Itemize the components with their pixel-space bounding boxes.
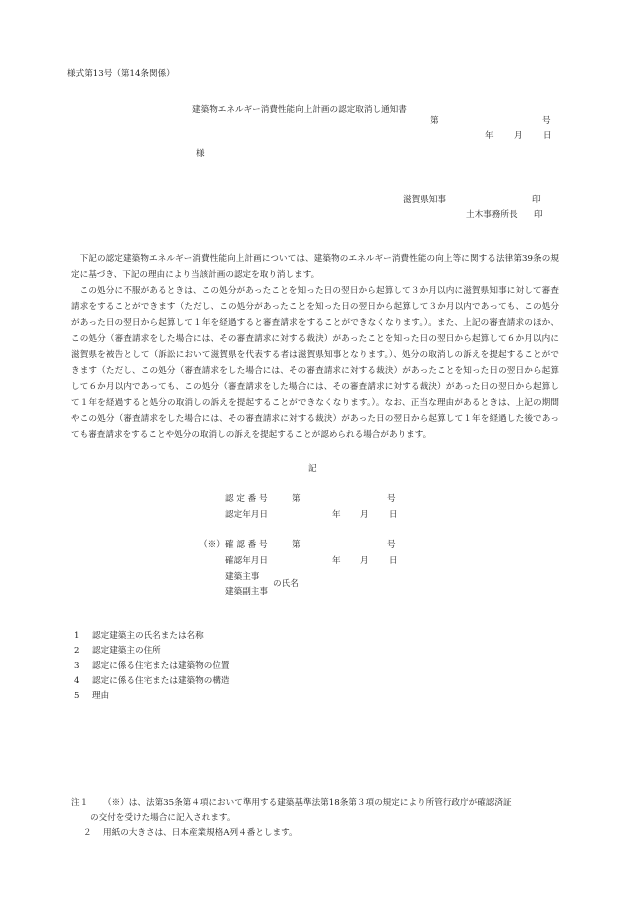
item-number: 5 xyxy=(74,691,80,701)
sender-governor: 滋賀県知事 xyxy=(403,195,446,205)
list-item xyxy=(74,647,161,656)
ki-heading: 記 xyxy=(308,464,317,474)
cert-date-month: 月 xyxy=(360,510,369,520)
date-year: 年 xyxy=(485,131,494,141)
cert-date-day: 日 xyxy=(389,510,398,520)
confirm-date-year: 年 xyxy=(332,556,341,566)
owner-suffix: の氏名 xyxy=(273,579,299,589)
list-item xyxy=(74,662,230,671)
owner-line1: 建築主事 xyxy=(225,572,260,582)
doc-number-prefix: 第 xyxy=(430,116,439,126)
cert-number-prefix: 第 xyxy=(292,494,301,504)
cert-date-label: 認定年月日 xyxy=(225,510,268,520)
confirm-number-label: 確 認 番 号 xyxy=(225,540,268,550)
form-number: 様式第13号（第14条関係） xyxy=(67,69,175,79)
confirm-date-month: 月 xyxy=(360,556,369,566)
governor-seal: 印 xyxy=(532,195,541,205)
confirm-mark: （※） xyxy=(199,540,225,550)
item-number: 3 xyxy=(74,661,80,671)
body-paragraph-2: この処分に不服があるときは、この処分があったことを知った日の翌日から起算して３か月以内に滋賀県知事に対して審査請求をすることができます（ただし、この処分があったことを知った日の翌日から起算して３か月以内であっても、この処分があった日の翌日から起算して１年を経過すると審査請求をすることができなくなります。）。また、上記の審査請求のほか、この処分（審査請求をした場合には、その審査請求に対する裁決）があったことを知った日の翌日から起算して６か月以内に滋賀県を被告として（訴訟において滋賀県を代表する者は滋賀県知事となります。）、処分の取消しの訴えを提起することができます（ただし、この処分（審査請求をした場合には、その審査請求に対する裁決）があったことを知った日の翌日から起算して６か月以内であっても、この処分（審査請求をした場合には、その審査請求に対する裁決）があった日の翌日から起算して１年を経過すると処分の取消しの訴えを提起することができなくなります。）。なお、正当な理由があるときは、上記の期間やこの処分（審査請求をした場合には、その審査請求に対する裁決）があった日の翌日から起算して１年を経過した後であっても審査請求をすることや処分の取消しの訴えを提起することが認められる場合があります。 xyxy=(71,286,559,440)
document-title: 建築物エネルギー消費性能向上計画の認定取消し通知書 xyxy=(192,105,407,115)
body-text xyxy=(71,251,559,443)
note1-line1: （※）は、法第35条第４項において準用する建築基準法第18条第３項の規定により所管行政庁が確認済証 xyxy=(103,798,512,808)
cert-date-year: 年 xyxy=(332,510,341,520)
list-item xyxy=(74,677,230,686)
confirm-date-label: 確認年月日 xyxy=(225,556,268,566)
item-text: 理由 xyxy=(92,691,110,701)
item-text: 認定に係る住宅または建築物の構造 xyxy=(92,676,230,686)
item-text: 認定建築主の氏名または名称 xyxy=(92,631,204,641)
list-item xyxy=(74,692,109,701)
note-label: 注１ xyxy=(71,798,89,808)
cert-number-suffix: 号 xyxy=(387,494,396,504)
item-text: 認定建築主の住所 xyxy=(92,646,161,656)
list-item xyxy=(74,632,204,641)
office-seal: 印 xyxy=(534,210,543,220)
confirm-number-suffix: 号 xyxy=(387,540,396,550)
addressee-sama: 様 xyxy=(196,149,205,159)
owner-line2: 建築副主事 xyxy=(225,587,268,597)
item-text: 認定に係る住宅または建築物の位置 xyxy=(92,661,230,671)
item-number: 4 xyxy=(74,676,80,686)
confirm-date-day: 日 xyxy=(389,556,398,566)
note1-line2: の交付を受けた場合に記入されます。 xyxy=(90,813,236,823)
confirm-number-prefix: 第 xyxy=(292,540,301,550)
item-number: 2 xyxy=(74,646,80,656)
date-day: 日 xyxy=(543,131,552,141)
body-paragraph-1: 下記の認定建築物エネルギー消費性能向上計画については、建築物のエネルギー消費性能の向上等に関する法律第39条の規定に基づき、下記の理由により当該計画の認定を取り消します。 xyxy=(71,254,559,280)
date-month: 月 xyxy=(514,131,523,141)
sender-office: 土木事務所長 xyxy=(466,210,518,220)
note2-number: ２ xyxy=(83,828,92,838)
item-number: 1 xyxy=(74,631,80,641)
cert-number-label: 認 定 番 号 xyxy=(225,494,268,504)
note2-text: 用紙の大きさは、日本産業規格A列４番とします。 xyxy=(103,828,298,838)
doc-number-suffix: 号 xyxy=(542,116,551,126)
